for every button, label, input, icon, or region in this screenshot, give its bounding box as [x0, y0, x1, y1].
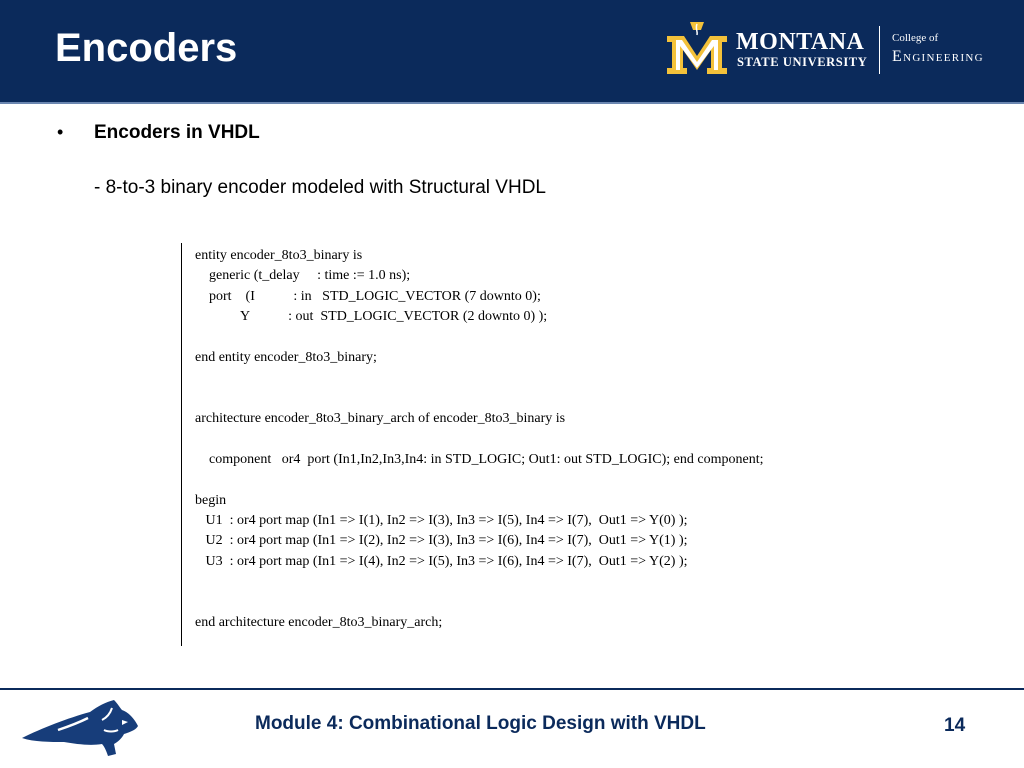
bullet-subtitle: - 8-to-3 binary encoder modeled with Structural VHDL: [94, 177, 546, 198]
code-line: generic (t_delay : time := 1.0 ns);: [195, 268, 411, 284]
msu-engineering-logo: [664, 20, 1014, 80]
logo-engineering-text: Engineering: [892, 48, 984, 65]
code-line: begin: [195, 492, 227, 508]
logo-college-of-text: College of: [892, 32, 939, 44]
code-line: U2 : or4 port map (In1 => I(2), In2 => I(3), In3 => I(6), In4 => I(7), Out1 => Y(1) );: [195, 533, 688, 549]
code-line: U1 : or4 port map (In1 => I(1), In2 => I(3), In3 => I(5), In4 => I(7), Out1 => Y(0) );: [195, 513, 688, 529]
code-line: port (I : in STD_LOGIC_VECTOR (7 downto 0);: [195, 288, 541, 304]
code-line: end architecture encoder_8to3_binary_arch;: [195, 615, 443, 631]
code-line: component or4 port (In1,In2,In3,In4: in STD_LOGIC; Out1: out STD_LOGIC); end component;: [195, 451, 764, 467]
code-line: architecture encoder_8to3_binary_arch of encoder_8to3_binary is: [195, 411, 566, 427]
slide-title: Encoders: [55, 26, 238, 70]
code-line: U3 : or4 port map (In1 => I(4), In2 => I(5), In3 => I(6), In4 => I(7), Out1 => Y(2) );: [195, 553, 688, 569]
code-line: [195, 430, 763, 450]
header-accent-line: [0, 102, 1024, 104]
code-line: entity encoder_8to3_binary is: [195, 248, 363, 263]
code-line: [195, 470, 763, 490]
code-line: [195, 593, 763, 613]
vhdl-code-block: [195, 246, 763, 633]
code-line: [195, 328, 763, 348]
page-number: 14: [944, 715, 966, 736]
logo-state-university-text: STATE UNIVERSITY: [737, 55, 868, 69]
logo-divider: [879, 26, 880, 74]
code-line: [195, 389, 763, 409]
bullet-icon: •: [57, 122, 64, 142]
footer-rule: [0, 688, 1024, 690]
code-line: [195, 572, 763, 592]
logo-montana-text: MONTANA: [736, 29, 865, 55]
msu-m-icon: [664, 20, 730, 78]
code-line: Y : out STD_LOGIC_VECTOR (2 downto 0) );: [195, 309, 548, 325]
bullet-heading: Encoders in VHDL: [94, 122, 260, 143]
footer-module-title: Module 4: Combinational Logic Design with VHDL: [255, 713, 706, 734]
code-block-rule: [181, 243, 182, 646]
code-line: [195, 368, 763, 388]
code-line: end entity encoder_8to3_binary;: [195, 349, 377, 365]
bobcat-logo-icon: [18, 698, 140, 756]
